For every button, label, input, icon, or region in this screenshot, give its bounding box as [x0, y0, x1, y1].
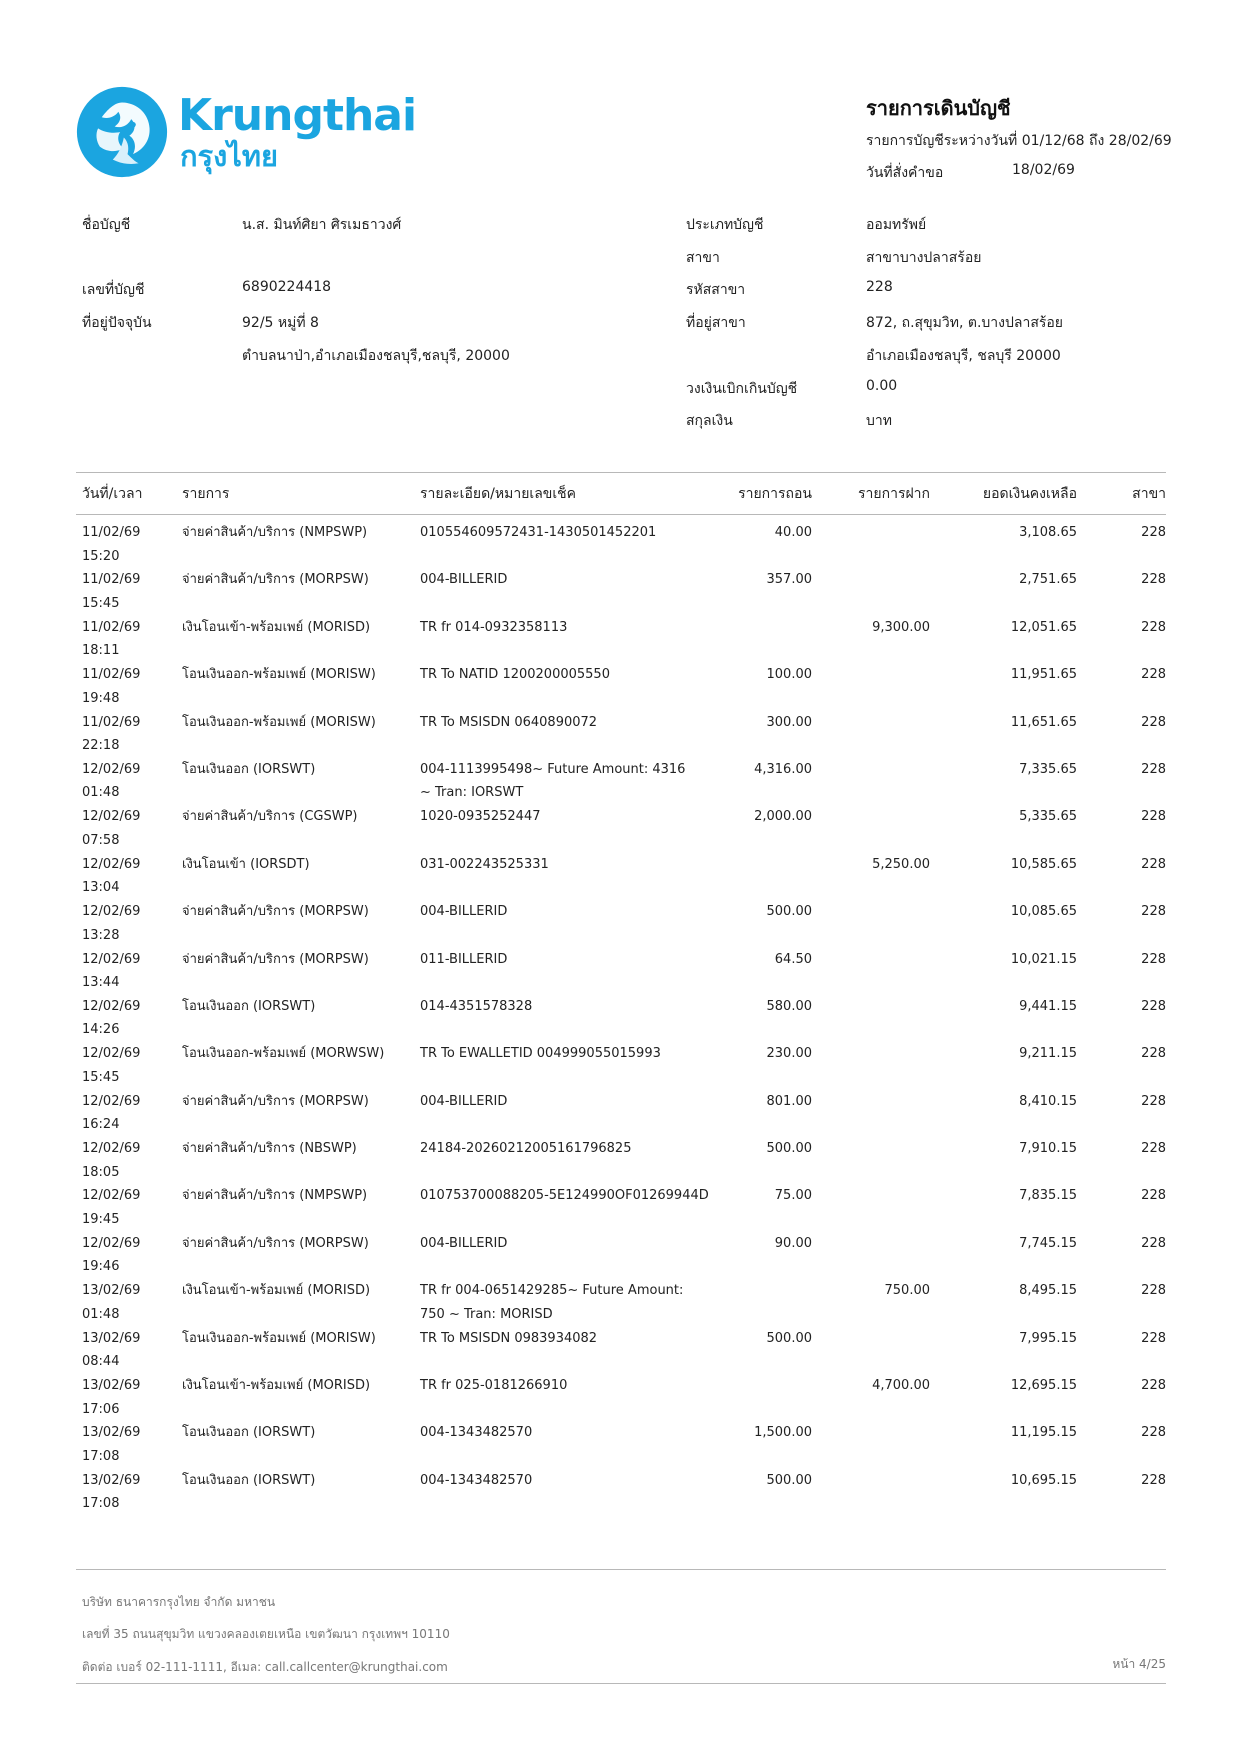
row-description: จ่ายค่าสินค้า/บริการ (MORPSW) — [182, 572, 369, 588]
row-balance: 11,651.65 — [1010, 714, 1077, 730]
row-detail: TR To NATID 1200200005550 — [420, 667, 610, 683]
row-date: 12/02/69 — [82, 809, 141, 825]
table-row — [0, 1374, 1240, 1421]
row-detail: 004-1343482570 — [420, 1472, 533, 1488]
krungthai-logo — [76, 86, 416, 178]
row-description: เงินโอนเข้า-พร้อมเพย์ (MORISD) — [182, 1378, 371, 1394]
row-withdrawal: 580.00 — [766, 998, 812, 1014]
row-balance: 10,085.65 — [1010, 904, 1077, 920]
branch-name: สาขาบางปลาสร้อย — [866, 250, 982, 266]
footer-top-divider — [76, 1569, 1166, 1570]
row-description: โอนเงินออก (IORSWT) — [182, 761, 316, 777]
row-detail: 24184-20260212005161796825 — [420, 1141, 632, 1157]
table-row — [0, 900, 1240, 947]
row-branch: 228 — [1141, 1425, 1166, 1441]
row-description: จ่ายค่าสินค้า/บริการ (NBSWP) — [182, 1141, 357, 1157]
address-line-2: ตำบลนาป่า,อำเภอเมืองชลบุรี,ชลบุรี, 20000 — [242, 348, 510, 364]
row-detail: TR To MSISDN 0640890072 — [420, 714, 598, 730]
row-branch: 228 — [1141, 1330, 1166, 1346]
row-description: จ่ายค่าสินค้า/บริการ (MORPSW) — [182, 951, 369, 967]
currency-label: สกุลเงิน — [686, 413, 733, 429]
row-branch: 228 — [1141, 1472, 1166, 1488]
table-row — [0, 1279, 1240, 1326]
row-date: 12/02/69 — [82, 951, 141, 967]
row-branch: 228 — [1141, 1141, 1166, 1157]
row-description: เงินโอนเข้า-พร้อมเพย์ (MORISD) — [182, 619, 371, 635]
branch-address-label: ที่อยู่สาขา — [686, 315, 746, 331]
row-detail: TR To EWALLETID 004999055015993 — [420, 1046, 661, 1062]
table-row — [0, 1137, 1240, 1184]
row-branch: 228 — [1141, 1093, 1166, 1109]
row-date: 12/02/69 — [82, 904, 141, 920]
account-number: 6890224418 — [242, 279, 332, 295]
table-row — [0, 995, 1240, 1042]
row-detail: 010554609572431-1430501452201 — [420, 525, 657, 540]
row-detail-line-2: ~ Tran: IORSWT — [420, 785, 524, 801]
account-number-label: เลขที่บัญชี — [82, 282, 145, 298]
brand-name-th: กรุงไทย — [180, 139, 278, 173]
row-description: โอนเงินออก-พร้อมเพย์ (MORISW) — [182, 1330, 376, 1346]
request-date: 18/02/69 — [1012, 162, 1075, 178]
row-date: 12/02/69 — [82, 1141, 141, 1157]
footer-contact: ติดต่อ เบอร์ 02-111-1111, อีเมล: call.callcenter@krungthai.com — [82, 1660, 448, 1674]
row-withdrawal: 801.00 — [766, 1093, 812, 1109]
row-balance: 11,195.15 — [1010, 1425, 1077, 1441]
footer-address: เลขที่ 35 ถนนสุขุมวิท แขวงคลองเตยเหนือ เขตวัฒนา กรุงเทพฯ 10110 — [82, 1627, 450, 1641]
overdraft-label: วงเงินเบิกเกินบัญชี — [686, 381, 798, 397]
row-description: จ่ายค่าสินค้า/บริการ (MORPSW) — [182, 1093, 369, 1109]
row-description: จ่ายค่าสินค้า/บริการ (CGSWP) — [182, 809, 358, 825]
statement-period: รายการบัญชีระหว่างวันที่ 01/12/68 ถึง 28/02/69 — [866, 133, 1172, 149]
row-date: 12/02/69 — [82, 1235, 141, 1251]
row-withdrawal: 500.00 — [766, 1141, 812, 1157]
row-time: 13:04 — [82, 880, 120, 896]
branch-address-line-1: 872, ถ.สุขุมวิท, ต.บางปลาสร้อย — [866, 315, 1064, 331]
row-withdrawal: 300.00 — [766, 714, 812, 730]
row-detail: 014-4351578328 — [420, 998, 533, 1014]
row-detail: 004-BILLERID — [420, 1093, 508, 1109]
row-description: โอนเงินออก-พร้อมเพย์ (MORISW) — [182, 667, 376, 683]
row-date: 11/02/69 — [82, 572, 141, 588]
page-number: หน้า 4/25 — [1112, 1657, 1166, 1671]
row-detail: 004-1113995498~ Future Amount: 4316 — [420, 761, 686, 777]
row-balance: 8,495.15 — [1019, 1283, 1077, 1299]
row-description: เงินโอนเข้า (IORSDT) — [182, 856, 310, 872]
table-row — [0, 1327, 1240, 1374]
account-name: น.ส. มินท์ศิยา ศิรเมธาวงศ์ — [242, 217, 402, 233]
header-branch: สาขา — [1132, 486, 1166, 502]
header-datetime: วันที่/เวลา — [82, 486, 143, 502]
row-branch: 228 — [1141, 904, 1166, 920]
row-detail: TR To MSISDN 0983934082 — [420, 1330, 598, 1346]
row-balance: 7,835.15 — [1019, 1188, 1077, 1204]
row-description: โอนเงินออก (IORSWT) — [182, 1472, 316, 1488]
statement-title: รายการเดินบัญชี — [866, 96, 1011, 120]
table-header-divider — [76, 514, 1166, 515]
branch-code: 228 — [866, 279, 893, 295]
row-withdrawal: 75.00 — [774, 1188, 812, 1204]
table-row — [0, 521, 1240, 568]
row-balance: 7,995.15 — [1019, 1330, 1077, 1346]
row-detail: 031-002243525331 — [420, 856, 549, 872]
address-label: ที่อยู่ปัจจุบัน — [82, 315, 152, 331]
row-time: 18:11 — [82, 643, 120, 659]
row-date: 11/02/69 — [82, 619, 141, 635]
row-time: 19:48 — [82, 690, 120, 706]
row-balance: 2,751.65 — [1019, 572, 1077, 588]
row-time: 14:26 — [82, 1022, 120, 1038]
row-branch: 228 — [1141, 856, 1166, 872]
row-balance: 7,745.15 — [1019, 1235, 1077, 1251]
account-name-label: ชื่อบัญชี — [82, 217, 131, 233]
row-deposit: 9,300.00 — [872, 619, 930, 635]
row-description: จ่ายค่าสินค้า/บริการ (MORPSW) — [182, 904, 369, 920]
row-withdrawal: 90.00 — [774, 1235, 812, 1251]
row-withdrawal: 1,500.00 — [754, 1425, 812, 1441]
row-branch: 228 — [1141, 619, 1166, 635]
table-row — [0, 1042, 1240, 1089]
row-balance: 10,021.15 — [1010, 951, 1077, 967]
row-detail: 1020-0935252447 — [420, 809, 541, 825]
row-branch: 228 — [1141, 761, 1166, 777]
row-branch: 228 — [1141, 809, 1166, 825]
row-branch: 228 — [1141, 1378, 1166, 1394]
table-row — [0, 1421, 1240, 1468]
row-time: 17:08 — [82, 1496, 120, 1512]
row-withdrawal: 500.00 — [766, 904, 812, 920]
row-date: 12/02/69 — [82, 1046, 141, 1062]
row-branch: 228 — [1141, 1283, 1166, 1299]
row-time: 17:08 — [82, 1448, 120, 1464]
row-date: 11/02/69 — [82, 667, 141, 683]
row-deposit: 5,250.00 — [872, 856, 930, 872]
row-branch: 228 — [1141, 667, 1166, 683]
branch-label: สาขา — [686, 250, 720, 266]
row-detail: TR fr 004-0651429285~ Future Amount: — [420, 1283, 684, 1299]
row-time: 17:06 — [82, 1401, 120, 1417]
row-branch: 228 — [1141, 951, 1166, 967]
header-withdrawal: รายการถอน — [738, 486, 812, 502]
row-balance: 11,951.65 — [1010, 667, 1077, 683]
row-time: 19:45 — [82, 1211, 120, 1227]
row-time: 22:18 — [82, 738, 120, 754]
row-date: 13/02/69 — [82, 1425, 141, 1441]
request-date-label: วันที่สั่งคำขอ — [866, 165, 944, 181]
header-detail: รายละเอียด/หมายเลขเช็ค — [420, 486, 576, 502]
row-description: จ่ายค่าสินค้า/บริการ (MORPSW) — [182, 1235, 369, 1251]
row-detail: 004-1343482570 — [420, 1425, 533, 1441]
row-time: 13:44 — [82, 975, 120, 991]
krungthai-bird-icon — [76, 86, 168, 178]
table-row — [0, 616, 1240, 663]
table-row — [0, 1232, 1240, 1279]
row-detail: 004-BILLERID — [420, 904, 508, 920]
row-time: 16:24 — [82, 1117, 120, 1133]
row-time: 07:58 — [82, 832, 120, 848]
overdraft-value: 0.00 — [866, 378, 898, 394]
row-description: จ่ายค่าสินค้า/บริการ (NMPSWP) — [182, 525, 368, 540]
row-withdrawal: 2,000.00 — [754, 809, 812, 825]
row-time: 08:44 — [82, 1354, 120, 1370]
row-detail: 011-BILLERID — [420, 951, 508, 967]
brand-name-en: Krungthai — [178, 90, 417, 141]
row-balance: 5,335.65 — [1019, 809, 1077, 825]
row-withdrawal: 230.00 — [766, 1046, 812, 1062]
row-withdrawal: 500.00 — [766, 1472, 812, 1488]
row-balance: 3,108.65 — [1019, 525, 1077, 540]
row-time: 15:45 — [82, 1069, 120, 1085]
row-balance: 10,695.15 — [1010, 1472, 1077, 1488]
row-detail-line-2: 750 ~ Tran: MORISD — [420, 1306, 553, 1322]
row-description: เงินโอนเข้า-พร้อมเพย์ (MORISD) — [182, 1283, 371, 1299]
row-date: 12/02/69 — [82, 856, 141, 872]
row-balance: 12,695.15 — [1010, 1378, 1077, 1394]
footer-company: บริษัท ธนาคารกรุงไทย จำกัด มหาชน — [82, 1595, 276, 1609]
row-date: 12/02/69 — [82, 1093, 141, 1109]
table-row — [0, 1469, 1240, 1516]
row-detail: TR fr 025-0181266910 — [420, 1378, 568, 1394]
table-row — [0, 1090, 1240, 1137]
row-date: 12/02/69 — [82, 761, 141, 777]
row-date: 12/02/69 — [82, 998, 141, 1014]
row-branch: 228 — [1141, 1046, 1166, 1062]
row-date: 13/02/69 — [82, 1472, 141, 1488]
row-balance: 12,051.65 — [1010, 619, 1077, 635]
branch-code-label: รหัสสาขา — [686, 282, 746, 298]
row-description: โอนเงินออก (IORSWT) — [182, 998, 316, 1014]
row-withdrawal: 357.00 — [766, 572, 812, 588]
row-date: 13/02/69 — [82, 1378, 141, 1394]
header-description: รายการ — [182, 486, 230, 502]
row-time: 15:45 — [82, 595, 120, 611]
row-branch: 228 — [1141, 572, 1166, 588]
row-detail: 004-BILLERID — [420, 1235, 508, 1251]
row-detail: 010753700088205-5E124990OF01269944D — [420, 1188, 709, 1204]
row-balance: 7,910.15 — [1019, 1141, 1077, 1157]
row-withdrawal: 500.00 — [766, 1330, 812, 1346]
row-date: 12/02/69 — [82, 1188, 141, 1204]
row-branch: 228 — [1141, 714, 1166, 730]
row-detail: TR fr 014-0932358113 — [420, 619, 568, 635]
account-type: ออมทรัพย์ — [866, 217, 927, 233]
account-type-label: ประเภทบัญชี — [686, 217, 764, 233]
row-deposit: 750.00 — [884, 1283, 930, 1299]
footer-bottom-divider — [76, 1683, 1166, 1684]
table-row — [0, 663, 1240, 710]
header-balance: ยอดเงินคงเหลือ — [982, 486, 1077, 502]
branch-address-line-2: อำเภอเมืองชลบุรี, ชลบุรี 20000 — [866, 348, 1061, 364]
table-row — [0, 805, 1240, 852]
table-row — [0, 948, 1240, 995]
row-description: จ่ายค่าสินค้า/บริการ (NMPSWP) — [182, 1188, 368, 1204]
table-row — [0, 758, 1240, 805]
row-date: 11/02/69 — [82, 714, 141, 730]
row-branch: 228 — [1141, 998, 1166, 1014]
row-date: 11/02/69 — [82, 525, 141, 540]
row-date: 13/02/69 — [82, 1283, 141, 1299]
table-row — [0, 1184, 1240, 1231]
row-balance: 9,211.15 — [1019, 1046, 1077, 1062]
row-withdrawal: 4,316.00 — [754, 761, 812, 777]
row-time: 18:05 — [82, 1164, 120, 1180]
row-time: 19:46 — [82, 1259, 120, 1275]
table-top-divider — [76, 472, 1166, 473]
row-time: 01:48 — [82, 785, 120, 801]
row-time: 13:28 — [82, 927, 120, 943]
row-detail: 004-BILLERID — [420, 572, 508, 588]
row-balance: 8,410.15 — [1019, 1093, 1077, 1109]
row-withdrawal: 64.50 — [774, 951, 812, 967]
row-branch: 228 — [1141, 525, 1166, 540]
row-time: 01:48 — [82, 1306, 120, 1322]
row-balance: 7,335.65 — [1019, 761, 1077, 777]
currency-value: บาท — [866, 413, 892, 429]
row-description: โอนเงินออก (IORSWT) — [182, 1425, 316, 1441]
row-time: 15:20 — [82, 548, 120, 564]
row-withdrawal: 40.00 — [774, 525, 812, 540]
table-row — [0, 711, 1240, 758]
row-deposit: 4,700.00 — [872, 1378, 930, 1394]
row-date: 13/02/69 — [82, 1330, 141, 1346]
row-branch: 228 — [1141, 1235, 1166, 1251]
row-balance: 9,441.15 — [1019, 998, 1077, 1014]
row-description: โอนเงินออก-พร้อมเพย์ (MORWSW) — [182, 1046, 385, 1062]
table-row — [0, 568, 1240, 615]
header-deposit: รายการฝาก — [858, 486, 930, 502]
row-branch: 228 — [1141, 1188, 1166, 1204]
transactions-table-body — [0, 521, 1240, 1516]
table-row — [0, 853, 1240, 900]
address-line-1: 92/5 หมู่ที่ 8 — [242, 315, 319, 331]
row-balance: 10,585.65 — [1010, 856, 1077, 872]
row-withdrawal: 100.00 — [766, 667, 812, 683]
row-description: โอนเงินออก-พร้อมเพย์ (MORISW) — [182, 714, 376, 730]
